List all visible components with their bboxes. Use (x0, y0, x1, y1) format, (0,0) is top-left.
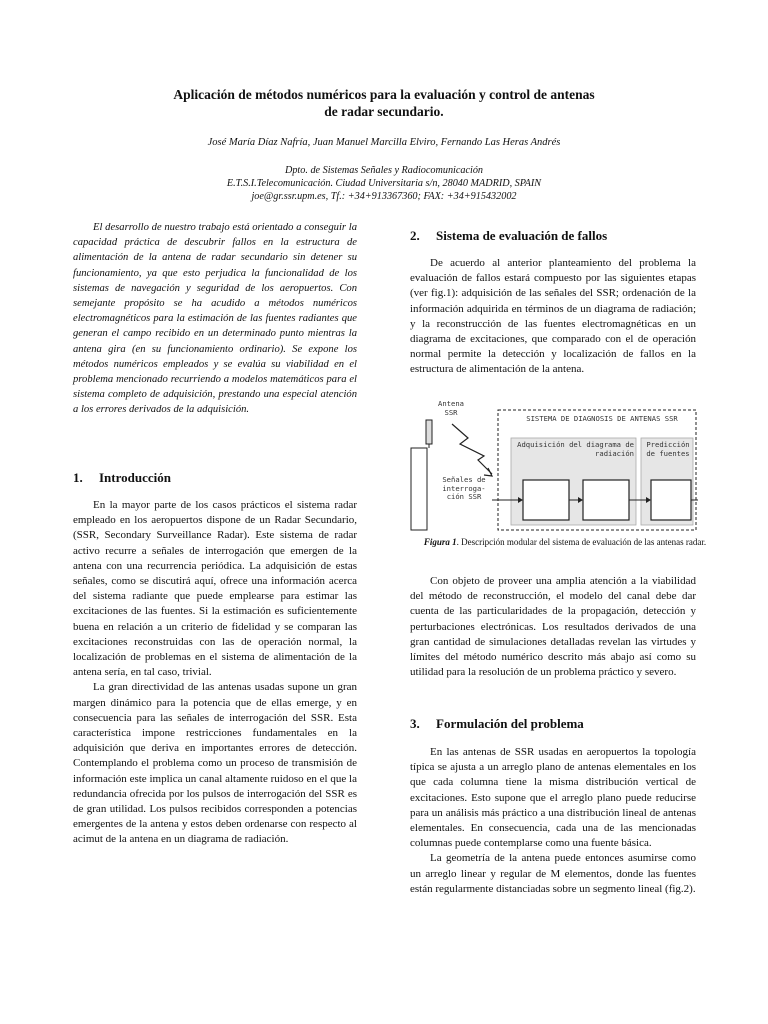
paper-title: Aplicación de métodos numéricos para la evaluación y control de antenas de radar secundario. (173, 87, 595, 119)
paragraph: De acuerdo al anterior planteamiento del problema la evaluación de fallos estará compuesto por las siguientes etapas (ver fig.1): adquisición de las señales del SSR; ordenación de la información adquirida en términos de un diagrama de radiación; y la reconstrucción de las fuentes electromagnéticas en un diagrama de excitaciones, que comparado con el de operación normal permite la detección y localización de fallos en la estructura de alimentación de la antena. (410, 257, 696, 376)
section-heading-s2: 2. Sistema de evaluación de fallos (410, 228, 608, 243)
affiliation: Dpto. de Sistemas Señales y Radiocomunicación E.T.S.I.Telecomunicación. Ciudad Universitaria s/n, 28040 MADRID, SPAIN joe@gr.ssr.upm.es, Tf.: +34+913367360; FAX: +34+915432002 (226, 165, 542, 202)
intro-body (73, 498, 357, 848)
antenna-label: Antena SSR (438, 399, 464, 417)
antenna-icon (426, 420, 432, 444)
block-ordering (583, 480, 629, 520)
figure-caption: Figura 1. Descripción modular del sistema de evaluación de las antenas radar. (423, 537, 707, 547)
block-prediction (651, 480, 691, 520)
paragraph: La gran directividad de las antenas usadas supone un gran margen dinámico para la potencia que de ellas emerge, y en consecuencia para las señales de interrogación del SSR. Esta característica impone restricciones fundamentales en la adquisición que deriva en importantes errores de detección. Contemplando el problema como un proceso de transmisión de información este implica un canal altamente ruidoso en el que la redundancia ofrecida por los pulsos de interrogación del SSR es de gran utilidad. Los pulsos recibidos corresponden a potencias emergentes de la antena y estos deben ordenarse con respecto al acimut de la antena en un diagrama de radiación. (73, 681, 357, 846)
s3-body (410, 745, 696, 897)
signals-label: Señales de interroga-ción SSR (442, 475, 486, 501)
signal-bolt-icon (452, 424, 492, 474)
block-acquisition (523, 480, 569, 520)
authors: José María Díaz Nafría, Juan Manuel Marcilla Elviro, Fernando Las Heras Andrés (207, 137, 561, 148)
paragraph: En las antenas de SSR usadas en aeropuertos la topología típica se ajusta a un arreglo plano de antenas elementales en los que cada columna tiene la misma distribución vertical de excitaciones. Esto supone que el arreglo plano puede reducirse para un análisis más práctico a una distribución lineal de antenas elementales. En consecuencia, cada una de las mencionadas columnas puede contemplarse como una fuente básica. (410, 746, 696, 850)
section-heading-s3: 3. Formulación del problema (410, 716, 584, 731)
block-prediction-label: Predicción de fuentes (646, 440, 690, 458)
figure-1 (408, 398, 700, 533)
s2-body-2 (410, 574, 696, 680)
abstract-text: El desarrollo de nuestro trabajo está orientado a conseguir la capacidad práctica de descubrir fallos en la estructura de alimentación de la antena de radar secundario sin detener su funcionamiento, ya que esto perjudica la funcionalidad de los sistemas de navegación y seguridad de los aeropuertos. Con semejante propósito se ha acudido a métodos numéricos electromagnéticos para la estimación de las fuentes radiantes que generan el campo recibido en un determinado punto mientras la antena gira (en su funcionamiento ordinario). Se expone los métodos numéricos empleados y se evalúa su viabilidad en el problema mencionado recurriendo a modelos matemáticos para el sistema completo de adquisición, prestando una especial atención a los errores derivados de la adquisición. (73, 222, 357, 416)
s2-body-1 (410, 256, 696, 378)
paragraph: Con objeto de proveer una amplia atención a la viabilidad del método de reconstrucción, el modelo del canal debe dar cuenta de las particularidades de la propagación, detección y perturbaciones electrónicas. Los resultados derivados de una gran cantidad de simulaciones detalladas revelan las virtudes y límites del método numérico descrito más abajo así como su utilidad para la resolución de un problema práctico y severo. (410, 575, 696, 679)
system-label: SISTEMA DE DIAGNOSIS DE ANTENAS SSR (526, 414, 678, 423)
abstract (73, 220, 357, 418)
paragraph: La geometría de la antena puede entonces asumirse como un arreglo linear y regular de M elementos, donde las fuentes están regularmente distanciadas sobre un segmento lineal (fig.2). (410, 852, 696, 895)
section-heading-intro: 1. Introducción (73, 470, 171, 485)
antenna-tower (411, 448, 427, 530)
paragraph: En la mayor parte de los casos prácticos el sistema radar empleado en los aeropuertos dispone de un Radar Secundario, (SSR, Secondary Surveillance Radar). Este sistema de radar activo recurre a señales de interrogación que emergen de la antena con una recurrencia periódica. La adquisición de estas señales, como se discutirá aquí, ofrece una información acerca del sistema radiante que puede emplearse para estimar las excitaciones de las fuentes. Si la estimación es suficientemente buena en relación a un criterio de fidelidad y se comparan las excitaciones reconstruidas con las de operación normal, la localización de problemas en el sistema de alimentación de la antena sería, en tal caso, trivial. (73, 499, 357, 679)
block-acquisition-label: Adquisición del diagrama de radiación (517, 440, 634, 458)
